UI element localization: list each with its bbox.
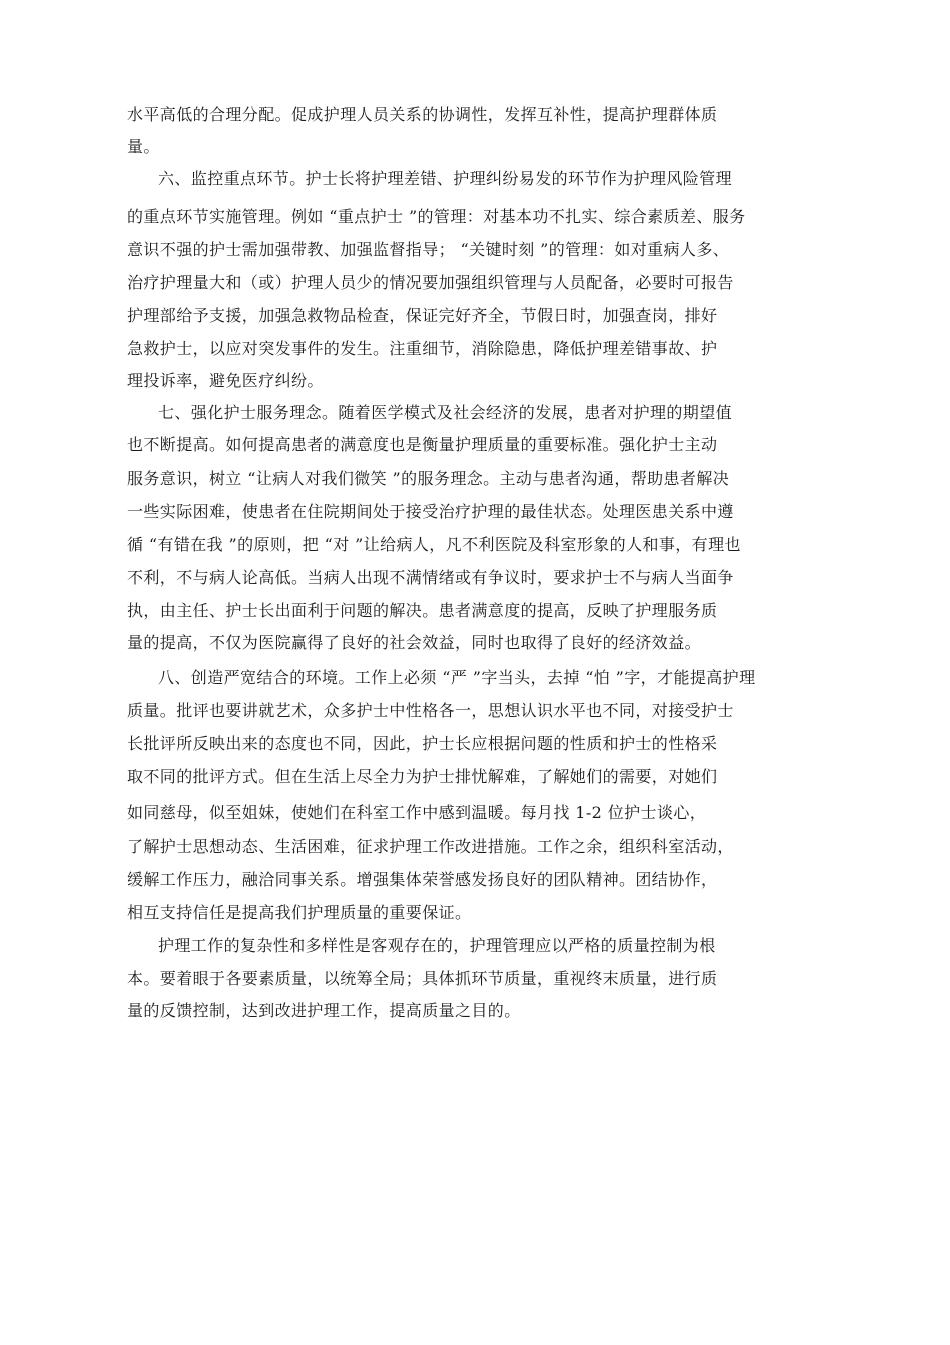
text-line: 也不断提高。如何提高患者的满意度也是衡量护理质量的重要标准。强化护士主动 [127, 435, 718, 454]
text-line: 本。要着眼于各要素质量，以统筹全局；具体抓环节质量，重视终末质量，进行质 [127, 969, 718, 988]
text-line: 了解护士思想动态、生活困难，征求护理工作改进措施。工作之余，组织科室活动， [127, 837, 734, 856]
text-line: 循 “有错在我 ”的原则，把 “对 ”让给病人，凡不利医院及科室形象的人和事，有理也 [127, 535, 741, 554]
text-line: 理投诉率，避免医疗纠纷。 [127, 371, 324, 390]
text-line: 水平高低的合理分配。促成护理人员关系的协调性，发挥互补性，提高护理群体质 [127, 105, 718, 124]
text-line: 七、强化护士服务理念。随着医学模式及社会经济的发展，患者对护理的期望值 [158, 403, 733, 422]
text-line: 执，由主任、护士长出面利于问题的解决。患者满意度的提高，反映了护理服务质 [127, 601, 718, 620]
text-line: 量。 [127, 137, 160, 156]
text-line: 意识不强的护士需加强带教、加强监督指导； “关键时刻 ”的管理：如对重病人多、 [127, 240, 730, 259]
text-line: 不利，不与病人论高低。当病人出现不满情绪或有争议时，要求护士不与病人当面争 [127, 568, 734, 587]
text-line: 八、创造严宽结合的环境。工作上必须 “严 ”字当头，去掉 “怕 ”字，才能提高护理 [158, 668, 756, 687]
text-line: 护理部给予支援，加强急救物品检查，保证完好齐全，节假日时，加强查岗，排好 [127, 306, 718, 325]
text-line: 取不同的批评方式。但在生活上尽全力为护士排忧解难，了解她们的需要，对她们 [127, 767, 718, 786]
text-line: 的重点环节实施管理。例如 “重点护士 ”的管理：对基本功不扎实、综合素质差、服务 [127, 207, 746, 226]
text-line: 如同慈母，似至姐妹，使她们在科室工作中感到温暖。每月找 1-2 位护士谈心， [127, 803, 707, 822]
text-line: 护理工作的复杂性和多样性是客观存在的，护理管理应以严格的质量控制为根 [158, 936, 716, 955]
text-line: 缓解工作压力，融洽同事关系。增强集体荣誉感发扬良好的团队精神。团结协作， [127, 870, 718, 889]
text-line: 长批评所反映出来的态度也不同，因此，护士长应根据问题的性质和护士的性格采 [127, 734, 718, 753]
text-line: 急救护士，以应对突发事件的发生。注重细节，消除隐患，降低护理差错事故、护 [127, 339, 718, 358]
text-line: 一些实际困难，使患者在住院期间处于接受治疗护理的最佳状态。处理医患关系中遵 [127, 502, 734, 521]
text-line: 六、监控重点环节。护士长将护理差错、护理纠纷易发的环节作为护理风险管理 [158, 169, 733, 188]
text-line: 量的提高，不仅为医院赢得了良好的社会效益，同时也取得了良好的经济效益。 [127, 633, 702, 652]
text-line: 治疗护理量大和（或）护理人员少的情况要加强组织管理与人员配备，必要时可报告 [127, 273, 734, 292]
text-line: 量的反馈控制，达到改进护理工作，提高质量之目的。 [127, 1001, 521, 1020]
text-line: 相互支持信任是提高我们护理质量的重要保证。 [127, 903, 472, 922]
text-line: 质量。批评也要讲就艺术，众多护士中性格各一，思想认识水平也不同，对接受护士 [127, 701, 734, 720]
text-line: 服务意识，树立 “让病人对我们微笑 ”的服务理念。主动与患者沟通，帮助患者解决 [127, 469, 730, 488]
